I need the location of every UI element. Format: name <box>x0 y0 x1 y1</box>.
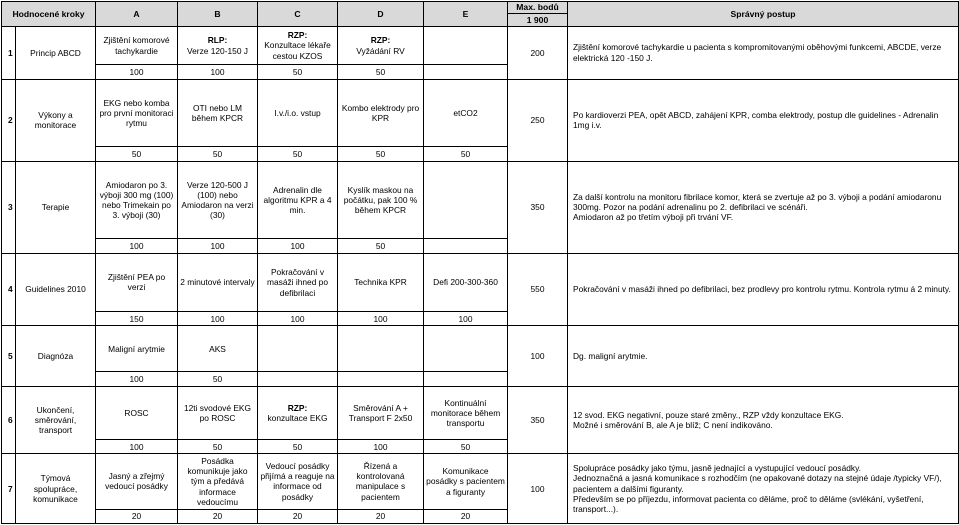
points-b: 100 <box>178 239 258 253</box>
criterion-d: Směrování A + Transport F 2x50 <box>338 386 424 439</box>
points-e <box>424 65 508 79</box>
points-e <box>424 239 508 253</box>
row-number: 4 <box>2 253 16 326</box>
header-max-total: 1 900 <box>508 14 568 26</box>
correct-procedure <box>568 161 959 253</box>
points-c: 50 <box>258 440 338 454</box>
criterion-e: Defi 200-300-360 <box>424 253 508 311</box>
header-col-a: A <box>96 2 178 27</box>
criterion-e: Kontinuální monitorace během transportu <box>424 386 508 439</box>
table-row <box>2 454 959 509</box>
points-e <box>424 372 508 386</box>
points-e: 50 <box>424 147 508 161</box>
points-a: 100 <box>96 440 178 454</box>
row-number: 3 <box>2 161 16 253</box>
max-points: 100 <box>508 454 568 524</box>
max-points: 350 <box>508 386 568 454</box>
criterion-d-prefix: RZP: <box>370 35 391 46</box>
points-a: 100 <box>96 65 178 79</box>
points-d: 50 <box>338 147 424 161</box>
procedure-line: Za další kontrolu na monitoru fibrilace komor, která se zvertuje až po 3. výboji a podání amiodaronu 300mg. Pozor na podání adrenalinu po 2. defibrilaci ve scénáři. <box>573 191 942 213</box>
criterion-a: Zjištění komorové tachykardie <box>96 26 178 65</box>
criterion-e <box>424 161 508 239</box>
points-b: 50 <box>178 440 258 454</box>
correct-procedure: Zjištění komorové tachykardie u pacienta s kompromitovanými oběhovými funkcemi, ABCDE, verze elektrická 120 -150 J. <box>568 26 959 79</box>
criterion-e <box>424 326 508 372</box>
points-b: 20 <box>178 509 258 523</box>
header-spravny-postup: Správný postup <box>568 2 959 27</box>
criterion-c-prefix: RZP: <box>287 402 308 413</box>
criterion-a: EKG nebo komba pro první monitoraci rytmu <box>96 79 178 147</box>
step-name: Guidelines 2010 <box>16 253 96 326</box>
correct-procedure <box>568 454 959 524</box>
step-name: Terapie <box>16 161 96 253</box>
max-points: 100 <box>508 326 568 386</box>
step-name: Princip ABCD <box>16 26 96 79</box>
criterion-a: Jasný a zřejmý vedoucí posádky <box>96 454 178 509</box>
criterion-d: Řízená a kontrolovaná manipulace s pacientem <box>338 454 424 509</box>
header-col-c: C <box>258 2 338 27</box>
points-c: 50 <box>258 147 338 161</box>
criterion-c-text: konzultace EKG <box>267 412 328 423</box>
points-d: 100 <box>338 312 424 326</box>
points-a: 100 <box>96 372 178 386</box>
row-number: 6 <box>2 386 16 454</box>
points-c: 100 <box>258 239 338 253</box>
table-row <box>2 253 959 311</box>
table-row <box>2 161 959 239</box>
points-b: 50 <box>178 147 258 161</box>
points-c: 50 <box>258 65 338 79</box>
criterion-c-text: Konzultace lékaře cestou KZOS <box>264 40 331 61</box>
points-d: 50 <box>338 239 424 253</box>
criterion-c-prefix: RZP: <box>287 30 308 41</box>
points-d: 20 <box>338 509 424 523</box>
procedure-line: Možné i směrování B, ale A je blíž; C není indikováno. <box>573 420 773 431</box>
criterion-e: Komunikace posádky s pacientem a figuranty <box>424 454 508 509</box>
criterion-d: Technika KPR <box>338 253 424 311</box>
row-number: 1 <box>2 26 16 79</box>
row-number: 7 <box>2 454 16 524</box>
points-d: 50 <box>338 65 424 79</box>
header-col-d: D <box>338 2 424 27</box>
criterion-b-text: Verze 120-150 J <box>187 45 248 56</box>
max-points: 250 <box>508 79 568 161</box>
criterion-d: Kombo elektrody pro KPR <box>338 79 424 147</box>
criterion-c: Adrenalin dle algoritmu KPR a 4 min. <box>258 161 338 239</box>
procedure-line: Amiodaron až po třetím výboji při trvání VF. <box>573 212 734 223</box>
max-points: 350 <box>508 161 568 253</box>
header-col-b: B <box>178 2 258 27</box>
points-a: 50 <box>96 147 178 161</box>
header-row <box>2 2 959 14</box>
points-e: 20 <box>424 509 508 523</box>
points-c: 20 <box>258 509 338 523</box>
criterion-b: 2 minutové intervaly <box>178 253 258 311</box>
criterion-e: etCO2 <box>424 79 508 147</box>
criterion-b: Posádka komunikuje jako tým a předává informace vedoucímu <box>178 454 258 509</box>
points-a: 100 <box>96 239 178 253</box>
max-points: 550 <box>508 253 568 326</box>
max-points: 200 <box>508 26 568 79</box>
points-b: 100 <box>178 65 258 79</box>
correct-procedure: Pokračování v masáži ihned po defibrilaci, bez prodlevy pro kontrolu rytmu. Kontrola rytmu á 2 minuty. <box>568 253 959 326</box>
criterion-c <box>258 326 338 372</box>
criterion-d <box>338 326 424 372</box>
row-number: 2 <box>2 79 16 161</box>
step-name: Diagnóza <box>16 326 96 386</box>
criterion-a: Amiodaron po 3. výboji 300 mg (100) nebo Trimekain po 3. výboji (30) <box>96 161 178 239</box>
criterion-c <box>258 26 338 65</box>
criterion-a: ROSC <box>96 386 178 439</box>
table-row <box>2 386 959 439</box>
criterion-c: Vedoucí posádky přijímá a reaguje na informace od posádky <box>258 454 338 509</box>
criterion-c <box>258 386 338 439</box>
criterion-b: OTI nebo LM během KPCR <box>178 79 258 147</box>
points-a: 20 <box>96 509 178 523</box>
criterion-c: Pokračování v masáži ihned po defibrilaci <box>258 253 338 311</box>
points-d <box>338 372 424 386</box>
header-col-e: E <box>424 2 508 27</box>
points-c: 100 <box>258 312 338 326</box>
header-max-bodu: Max. bodů <box>508 2 568 14</box>
criterion-d: Kyslík maskou na počátku, pak 100 % během KPCR <box>338 161 424 239</box>
criterion-a: Maligní arytmie <box>96 326 178 372</box>
correct-procedure: Dg. maligní arytmie. <box>568 326 959 386</box>
table-row <box>2 79 959 147</box>
step-name: Výkony a monitorace <box>16 79 96 161</box>
step-name: Ukončení, směrování, transport <box>16 386 96 454</box>
step-name: Týmová spolupráce, komunikace <box>16 454 96 524</box>
points-c <box>258 372 338 386</box>
points-e: 50 <box>424 440 508 454</box>
points-b: 50 <box>178 372 258 386</box>
criterion-b: AKS <box>178 326 258 372</box>
criterion-b: 12ti svodové EKG po ROSC <box>178 386 258 439</box>
correct-procedure: Po kardioverzi PEA, opět ABCD, zahájení KPR, comba elektrody, postup dle guidelines - Adrenalin 1mg i.v. <box>568 79 959 161</box>
criterion-e <box>424 26 508 65</box>
procedure-line: Jednoznačná a jasná komunikace s rozhodčím (ne opakované dotazy na stejné údaje /typicky VF/), pacientem a dalšími figuranty. <box>573 473 942 494</box>
criterion-c: I.v./i.o. vstup <box>258 79 338 147</box>
scoring-table <box>1 1 959 524</box>
points-b: 100 <box>178 312 258 326</box>
table-row <box>2 26 959 65</box>
procedure-line: Spolupráce posádky jako týmu, jasně jednající a vystupující vedoucí posádky. <box>573 463 862 474</box>
points-a: 150 <box>96 312 178 326</box>
criterion-b: Verze 120-500 J (100) nebo Amiodaron na verzi (30) <box>178 161 258 239</box>
criterion-a: Zjištění PEA po verzi <box>96 253 178 311</box>
procedure-line: Především se po příjezdu, informovat pacienta co děláme, proč to děláme (svlékání, vyšetření, transport...). <box>573 493 924 515</box>
criterion-d <box>338 26 424 65</box>
criterion-b-prefix: RLP: <box>207 35 228 46</box>
criterion-d-text: Vyžádání RV <box>356 45 405 56</box>
correct-procedure <box>568 386 959 454</box>
points-d: 100 <box>338 440 424 454</box>
procedure-line: 12 svod. EKG negativní, pouze staré změny., RZP vždy konzultace EKG. <box>573 409 844 420</box>
row-number: 5 <box>2 326 16 386</box>
header-hodnocene-kroky: Hodnocené kroky <box>2 2 96 27</box>
criterion-b <box>178 26 258 65</box>
table-row <box>2 326 959 372</box>
points-e: 100 <box>424 312 508 326</box>
